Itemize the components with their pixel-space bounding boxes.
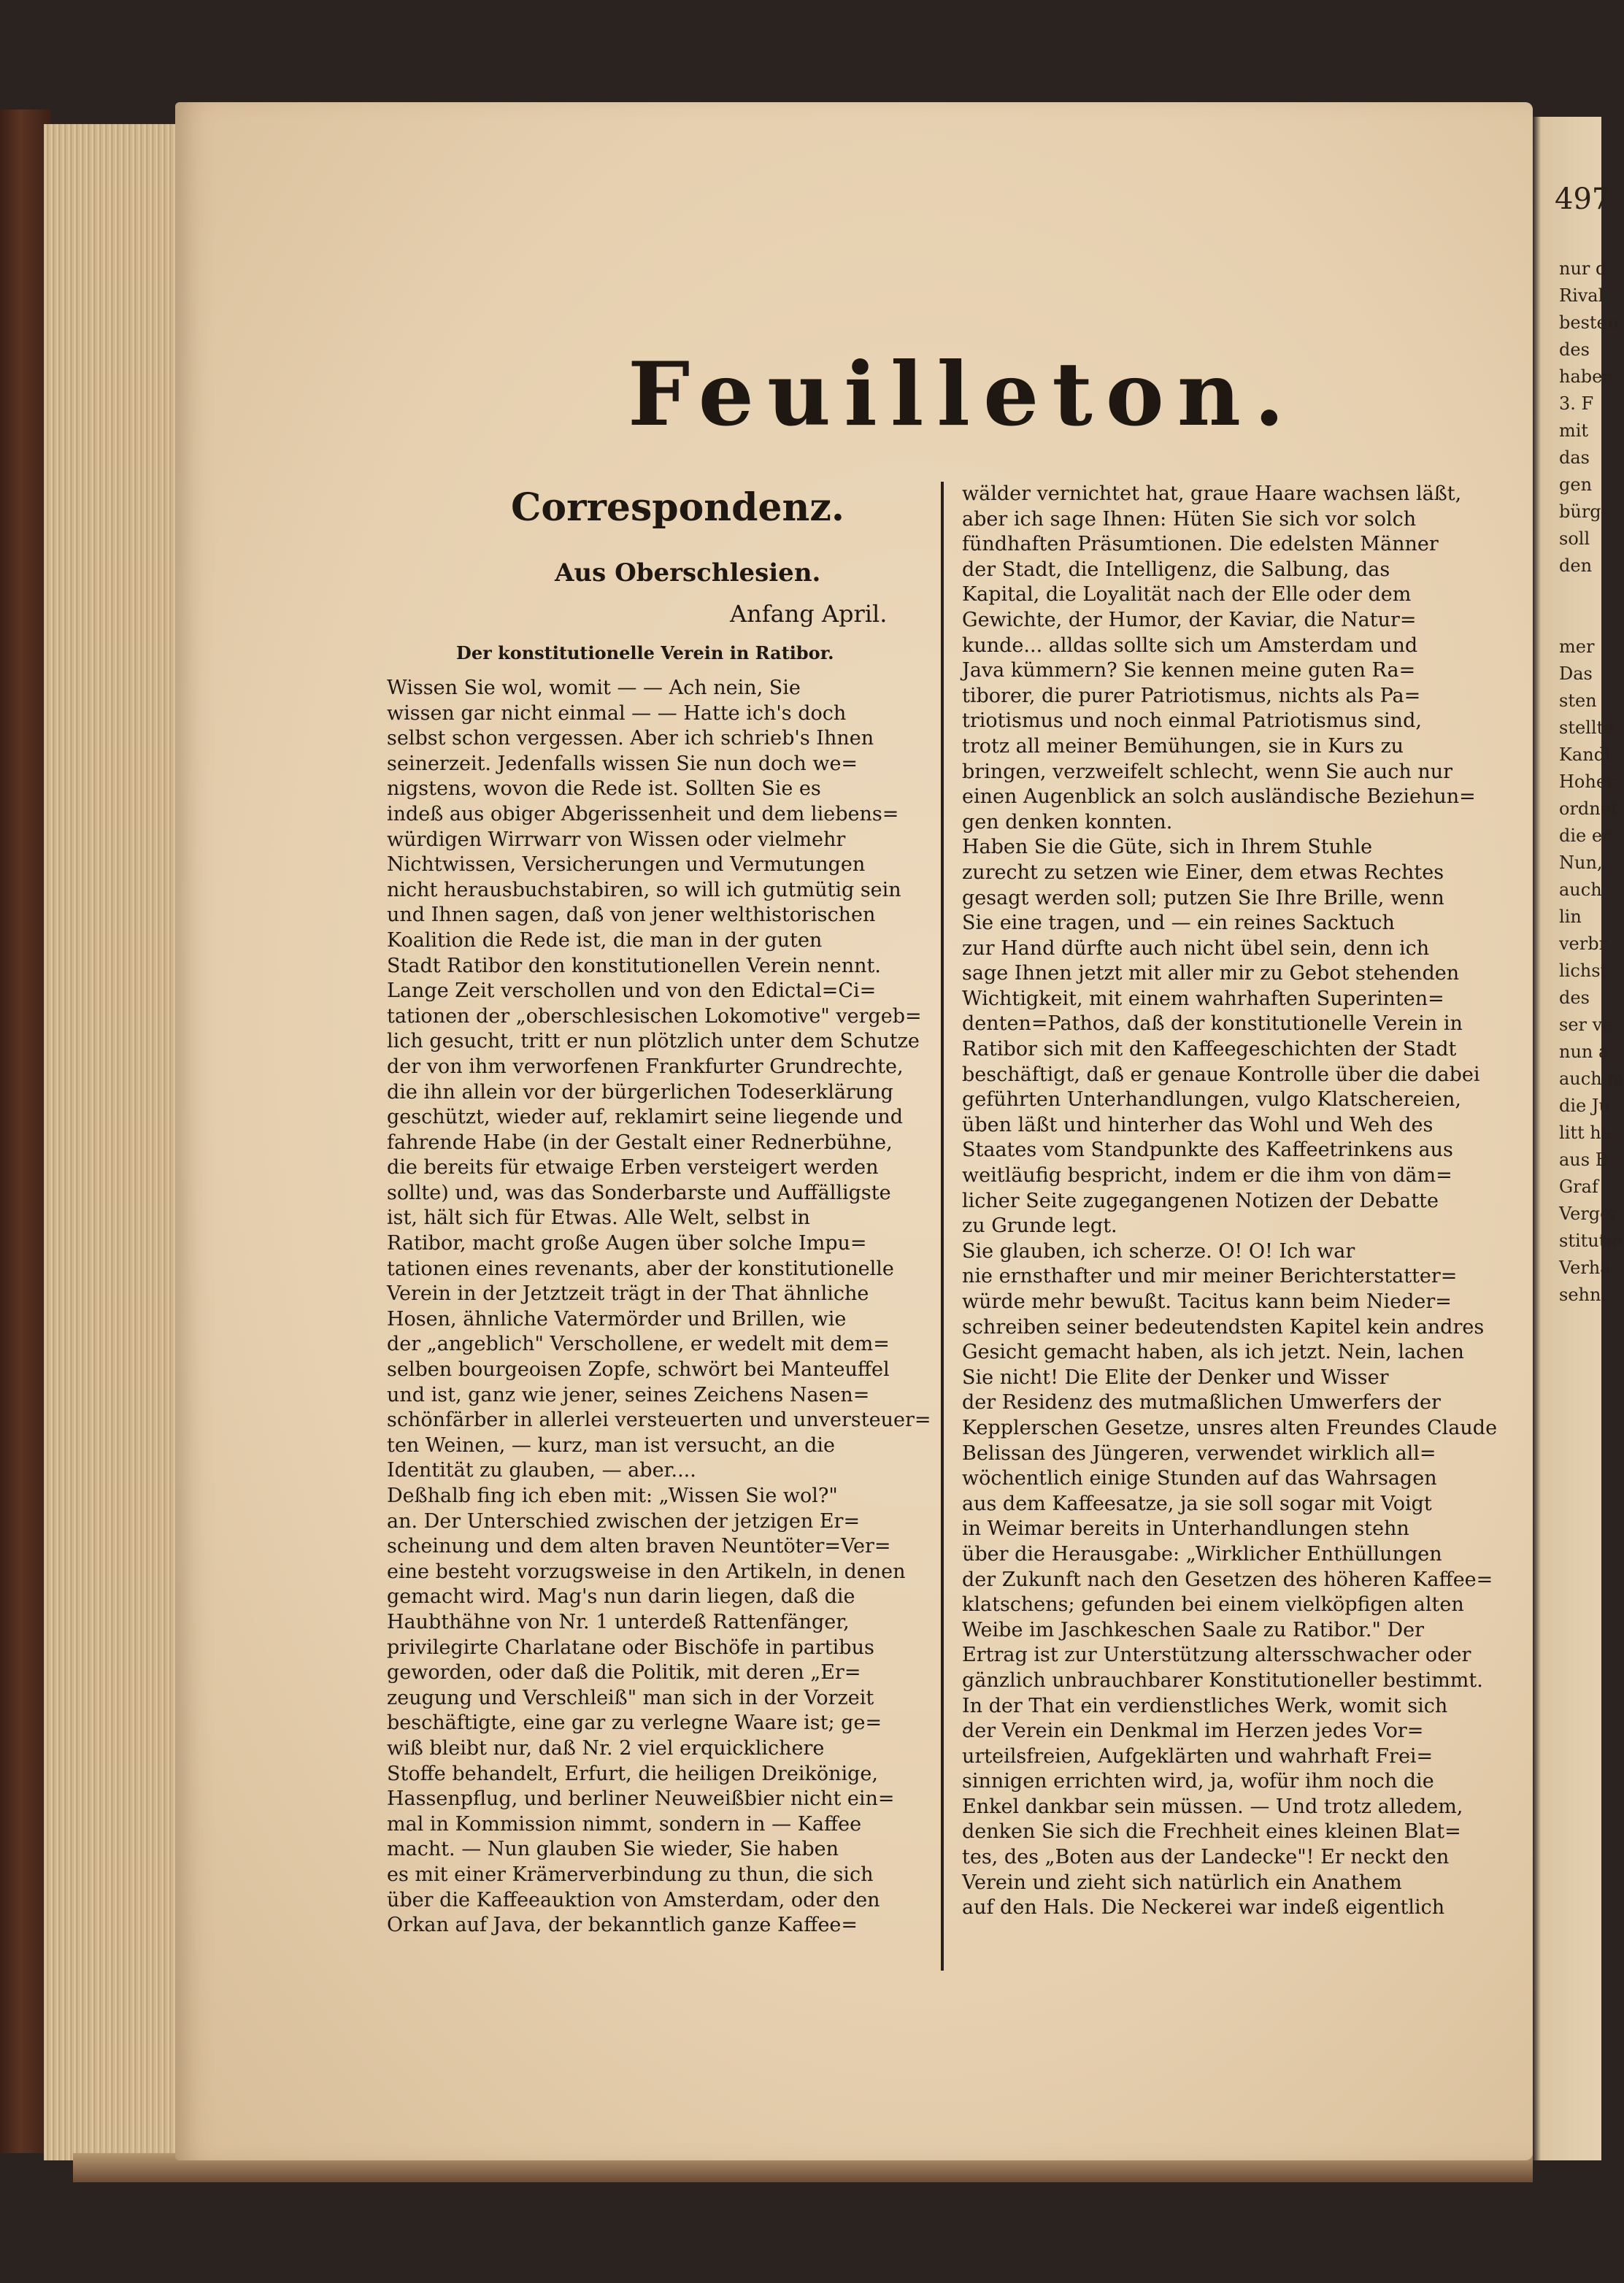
fragment-line: ser ve	[1559, 1015, 1613, 1035]
fragment-line: Das	[1559, 663, 1593, 684]
text-line: Koalition die Rede ist, die man in der guten	[387, 928, 823, 952]
text-line: an. Der Unterschied zwischen der jetzigen Er=	[387, 1509, 861, 1533]
text-line: Verein in der Jetztzeit trägt in der That ähnliche	[387, 1282, 869, 1306]
fragment-line: 3. F	[1559, 393, 1594, 414]
fragment-line: bürg	[1559, 501, 1601, 522]
text-line: gemacht wird. Mag's nun darin liegen, daß die	[387, 1585, 855, 1609]
text-line: Deßhalb fing ich eben mit: „Wissen Sie wol?"	[387, 1485, 838, 1507]
text-line: üben läßt und hinterher das Wohl und Weh des	[962, 1113, 1433, 1136]
text-line: In der That ein verdienstliches Werk, womit sich	[962, 1694, 1448, 1717]
fragment-line: Rival	[1559, 285, 1604, 306]
text-line: Haben Sie die Güte, sich in Ihrem Stuhle	[962, 836, 1373, 859]
text-line: Kapital, die Loyalität nach der Elle oder dem	[962, 583, 1412, 607]
text-line: sollte) und, was das Sonderbarste und Auffälligste	[387, 1181, 891, 1204]
text-line: scheinung und dem alten braven Neuntöter=Ver=	[387, 1535, 891, 1558]
text-line: weitläufig bespricht, indem er die ihm von däm=	[962, 1164, 1452, 1187]
text-line: zur Hand dürfte auch nicht übel sein, denn ich	[962, 936, 1430, 960]
text-line: Ratibor sich mit den Kaffeegeschichten der Stadt	[962, 1038, 1457, 1061]
text-line: Weibe im Jaschkeschen Saale zu Ratibor." Der	[962, 1618, 1424, 1641]
fragment-line: Verhä	[1559, 1258, 1611, 1278]
text-line: und Ihnen sagen, daß von jener welthistorischen	[387, 904, 876, 927]
text-line: mal in Kommission nimmt, sondern in — Kaffee	[387, 1812, 862, 1836]
left-column	[387, 676, 931, 1939]
text-line: tationen eines revenants, aber der konstitutionelle	[387, 1257, 894, 1280]
fragment-line: Kandi	[1559, 744, 1611, 765]
fragment-line	[1559, 607, 1610, 634]
article-subtitle: Der konstitutionelle Verein in Ratibor.	[456, 642, 834, 663]
fragment-line: soll	[1559, 528, 1590, 549]
text-line: beschäftigte, eine gar zu verlegne Waare ist; ge=	[387, 1712, 882, 1735]
text-line: die ihn allein vor der bürgerlichen Todeserklärung	[387, 1080, 893, 1104]
fragment-line: mit	[1559, 420, 1589, 441]
fragment-line: haber	[1559, 366, 1611, 387]
fragment-line: gen	[1559, 474, 1593, 495]
fragment-line: auch m	[1559, 1069, 1624, 1089]
text-line: Wichtigkeit, mit einem wahrhaften Superinten=	[962, 987, 1444, 1010]
text-line: beschäftigt, daß er genaue Kontrolle über die dabei	[962, 1063, 1480, 1086]
text-line: Java kümmern? Sie kennen meine guten Ra=	[962, 659, 1416, 682]
fragment-line: des	[1559, 987, 1590, 1008]
fragment-line: auch	[1559, 879, 1602, 900]
text-line: Kepplerschen Gesetze, unsres alten Freundes Claude	[962, 1416, 1498, 1439]
text-line: wiß bleibt nur, daß Nr. 2 viel erquicklichere	[387, 1736, 825, 1760]
text-line: Sie eine tragen, und — ein reines Sacktuch	[962, 912, 1395, 935]
fragment-line: besten	[1559, 312, 1619, 333]
fragment-line: stellte	[1559, 717, 1615, 738]
fragment-line: verbr	[1559, 933, 1608, 954]
text-line: gänzlich unbrauchbarer Konstitutioneller bestimmt.	[962, 1668, 1483, 1692]
text-line: Sie nicht! Die Elite der Denker und Wisser	[962, 1366, 1389, 1389]
text-line: der von ihm verworfenen Frankfurter Grundrechte,	[387, 1055, 904, 1078]
text-line: Gesicht gemacht haben, als ich jetzt. Nein, lachen	[962, 1341, 1464, 1364]
text-line: nigstens, wovon die Rede ist. Sollten Sie es	[387, 777, 821, 801]
fragment-line: das	[1559, 447, 1590, 468]
text-line: Haubthähne von Nr. 1 unterdeß Rattenfänger,	[387, 1610, 850, 1633]
text-line: Staates vom Standpunkte des Kaffeetrinkens aus	[962, 1139, 1453, 1162]
text-line: es mit einer Krämerverbindung zu thun, die sich	[387, 1863, 874, 1886]
text-line: Gewichte, der Humor, der Kaviar, die Natur=	[962, 608, 1417, 631]
text-line: denken Sie sich die Frechheit eines kleinen Blat=	[962, 1820, 1461, 1844]
text-line: Orkan auf Java, der bekanntlich ganze Kaffee=	[387, 1914, 858, 1937]
text-line: zu Grunde legt.	[962, 1214, 1117, 1238]
text-line: zurecht zu setzen wie Einer, dem etwas Rechtes	[962, 861, 1444, 884]
text-line: privilegirte Charlatane oder Bischöfe in partibus	[387, 1636, 874, 1659]
feuilleton-title: Feuilleton.	[628, 343, 1298, 446]
text-line: der Stadt, die Intelligenz, die Salbung, das	[962, 558, 1390, 581]
fragment-line: stitutio	[1559, 1231, 1623, 1251]
text-line: sage Ihnen jetzt mit aller mir zu Gebot stehenden	[962, 962, 1460, 985]
text-line: über die Herausgabe: „Wirklicher Enthüllungen	[962, 1542, 1442, 1566]
fragment-line: des	[1559, 339, 1590, 360]
text-line: wälder vernichtet hat, graue Haare wachsen läßt,	[962, 482, 1462, 505]
text-line: geworden, oder daß die Politik, mit deren „Er=	[387, 1661, 861, 1685]
fragment-line: mer	[1559, 636, 1595, 657]
text-line: der Residenz des mutmaßlichen Umwerfers der	[962, 1391, 1441, 1414]
fragment-line: nun a	[1559, 1042, 1609, 1062]
text-line: Stadt Ratibor den konstitutionellen Verein nennt.	[387, 954, 881, 977]
text-line: sinnigen errichten wird, ja, wofür ihm noch die	[962, 1770, 1434, 1793]
text-line: wissen gar nicht einmal — — Hatte ich's doch	[387, 701, 847, 725]
text-line: urteilsfreien, Aufgeklärten und wahrhaft Frei=	[962, 1744, 1433, 1768]
text-line: selbst schon vergessen. Aber ich schrieb's Ihnen	[387, 727, 874, 750]
text-line: gesagt werden soll; putzen Sie Ihre Brille, wenn	[962, 886, 1444, 909]
text-line: nie ernsthafter und mir meiner Berichterstatter=	[962, 1265, 1458, 1288]
text-line: fündhaften Präsumtionen. Die edelsten Männer	[962, 533, 1439, 556]
text-line: zeugung und Verschleiß" man sich in der Vorzeit	[387, 1686, 874, 1709]
text-line: gen denken konnten.	[962, 810, 1173, 833]
fragment-line: Verger	[1559, 1204, 1619, 1224]
text-line: in Weimar bereits in Unterhandlungen stehn	[962, 1517, 1409, 1541]
text-line: wöchentlich einige Stunden auf das Wahrsagen	[962, 1467, 1437, 1490]
text-line: Belissan des Jüngeren, verwendet wirklich all=	[962, 1441, 1436, 1465]
fragment-line: lin	[1559, 906, 1582, 927]
fragment-line: nur d	[1559, 258, 1607, 279]
text-line: Stoffe behandelt, Erfurt, die heiligen Dreikönige,	[387, 1762, 878, 1785]
text-line: macht. — Nun glauben Sie wieder, Sie haben	[387, 1838, 839, 1861]
dateline: Anfang April.	[730, 600, 888, 628]
text-line: der Verein ein Denkmal im Herzen jedes Vor=	[962, 1720, 1424, 1743]
fragment-line: die Ju	[1559, 1096, 1610, 1116]
text-line: triotismus und noch einmal Patriotismus sind,	[962, 709, 1422, 733]
text-line: Ertrag ist zur Unterstützung altersschwacher oder	[962, 1644, 1471, 1667]
text-line: Sie glauben, ich scherze. O! O! Ich war	[962, 1239, 1355, 1263]
text-line: Hosen, ähnliche Vatermörder und Brillen, wie	[387, 1307, 847, 1331]
text-line: aus dem Kaffeesatze, ja sie soll sogar mit Voigt	[962, 1492, 1432, 1515]
place-heading: Aus Oberschlesien.	[555, 558, 821, 588]
text-line: schönfärber in allerlei versteuerten und unversteuer=	[387, 1409, 931, 1432]
text-line: einen Augenblick an solch ausländische Beziehun=	[962, 785, 1476, 809]
fragment-line: ordnet	[1559, 798, 1618, 819]
text-line: tationen der „oberschlesischen Lokomotive" vergeb=	[387, 1004, 922, 1028]
text-line: geführten Unterhandlungen, vulgo Klatschereien,	[962, 1088, 1461, 1112]
text-line: würdigen Wirrwarr von Wissen oder vielmehr	[387, 828, 846, 851]
text-line: über die Kaffeeauktion von Amsterdam, oder den	[387, 1888, 880, 1912]
text-line: seinerzeit. Jedenfalls wissen Sie nun doch we=	[387, 752, 858, 775]
text-line: schreiben seiner bedeutendsten Kapitel kein andres	[962, 1315, 1485, 1339]
text-line: selben bourgeoisen Zopfe, schwört bei Manteuffel	[387, 1358, 890, 1382]
text-line: die bereits für etwaige Erben versteigert werden	[387, 1156, 879, 1179]
fragment-line	[1559, 580, 1610, 607]
text-line: Verein und zieht sich natürlich ein Anathem	[962, 1871, 1402, 1894]
text-line: Identität zu glauben, — aber....	[387, 1459, 696, 1482]
next-page-fragment	[1533, 117, 1624, 2160]
fragment-line: sten	[1559, 690, 1597, 711]
page-edges	[44, 124, 190, 2160]
fragment-line: Hoher	[1559, 771, 1615, 792]
text-line: Lange Zeit verschollen und von den Edictal=Ci=	[387, 979, 877, 1003]
text-line: der „angeblich" Verschollene, er wedelt mit dem=	[387, 1333, 890, 1356]
text-line: ist, hält sich für Etwas. Alle Welt, selbst in	[387, 1206, 810, 1230]
fragment-line: Nun,	[1559, 852, 1603, 873]
text-line: und ist, ganz wie jener, seines Zeichens Nasen=	[387, 1383, 870, 1406]
text-line: Ratibor, macht große Augen über solche Impu=	[387, 1232, 867, 1255]
fragment-line: Graf	[1559, 1177, 1598, 1197]
text-line: fahrende Habe (in der Gestalt einer Rednerbühne,	[387, 1131, 893, 1154]
fragment-line: die er	[1559, 825, 1611, 846]
fragment-line: sehn.	[1559, 1285, 1607, 1305]
text-line: Enkel dankbar sein müssen. — Und trotz alledem,	[962, 1795, 1463, 1818]
text-line: Nichtwissen, Versicherungen und Vermutungen	[387, 853, 866, 877]
text-line: klatschens; gefunden bei einem vielköpfigen alten	[962, 1593, 1464, 1617]
text-line: geschützt, wieder auf, reklamirt seine liegende und	[387, 1106, 904, 1129]
fragment-line: den	[1559, 555, 1593, 576]
fragment-line: litt ha	[1559, 1123, 1612, 1143]
text-line: tes, des „Boten aus der Landecke"! Er neckt den	[962, 1846, 1450, 1869]
text-line: bringen, verzweifelt schlecht, wenn Sie auch nur	[962, 760, 1453, 783]
section-heading: Correspondenz.	[511, 485, 844, 530]
text-line: denten=Pathos, daß der konstitutionelle Verein in	[962, 1012, 1463, 1036]
text-line: kunde... alldas sollte sich um Amsterdam und	[962, 634, 1418, 657]
text-line: würde mehr bewußt. Tacitus kann beim Nieder=	[962, 1290, 1452, 1313]
text-line: ten Weinen, — kurz, man ist versucht, an die	[387, 1433, 835, 1457]
text-line: lich gesucht, tritt er nun plötzlich unter dem Schutze	[387, 1030, 920, 1053]
text-line: eine besteht vorzugsweise in den Artikeln, in denen	[387, 1560, 906, 1583]
text-line: auf den Hals. Die Neckerei war indeß eigentlich	[962, 1896, 1445, 1920]
right-column	[962, 482, 1498, 1921]
page-number: 497	[1555, 182, 1611, 216]
text-line: Hassenpflug, und berliner Neuweißbier nicht ein=	[387, 1787, 895, 1811]
text-line: tiborer, die purer Patriotismus, nichts als Pa=	[962, 684, 1421, 707]
next-page-text	[1559, 255, 1624, 1309]
fragment-line: aus B	[1559, 1150, 1609, 1170]
text-line: nicht herausbuchstabiren, so will ich gutmütig sein	[387, 878, 901, 901]
column-divider	[941, 482, 944, 1971]
text-line: trotz all meiner Bemühungen, sie in Kurs zu	[962, 734, 1404, 758]
text-line: der Zukunft nach den Gesetzen des höheren Kaffee=	[962, 1568, 1493, 1591]
text-line: licher Seite zugegangenen Notizen der Debatte	[962, 1189, 1439, 1212]
text-line: aber ich sage Ihnen: Hüten Sie sich vor solch	[962, 507, 1417, 531]
fragment-line: lichst	[1559, 960, 1608, 981]
text-line: Wissen Sie wol, womit — — Ach nein, Sie	[387, 677, 801, 699]
text-line: indeß aus obiger Abgerissenheit und dem liebens=	[387, 802, 899, 825]
